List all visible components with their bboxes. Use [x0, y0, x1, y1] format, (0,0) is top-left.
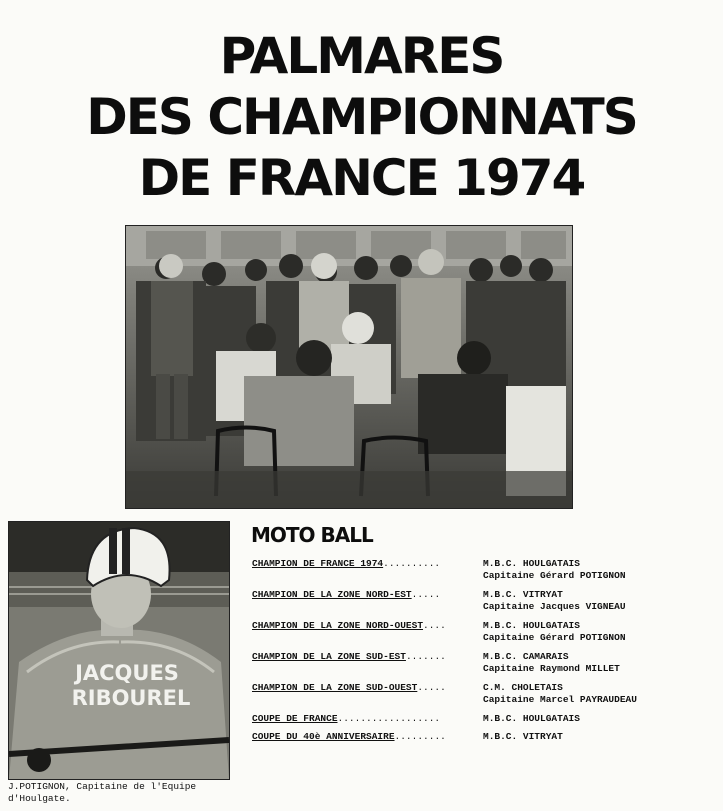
- result-captain: Capitaine Raymond MILLET: [483, 663, 620, 674]
- result-entry: [252, 651, 712, 682]
- caption-line-1: J.POTIGNON, Capitaine de l'Equipe: [8, 781, 197, 792]
- result-club: M.B.C. VITRYAT: [483, 589, 563, 600]
- result-captain: Capitaine Jacques VIGNEAU: [483, 601, 626, 612]
- portrait-photo: [8, 521, 230, 780]
- result-label: CHAMPION DE LA ZONE SUD-OUEST: [252, 682, 418, 693]
- title-line-2: DES CHAMPIONNATS: [86, 88, 637, 146]
- result-club: M.B.C. HOULGATAIS: [483, 713, 580, 724]
- jersey-text-line-1: JACQUES: [75, 661, 179, 685]
- result-entry: [252, 558, 712, 589]
- jersey-text-line-2: RIBOUREL: [71, 686, 191, 710]
- crowd-photo-image: [126, 226, 572, 508]
- title-line-1: PALMARES: [219, 27, 504, 85]
- result-label: CHAMPION DE LA ZONE SUD-EST: [252, 651, 406, 662]
- result-label: COUPE DU 40è ANNIVERSAIRE: [252, 731, 395, 742]
- photo-caption: [8, 781, 248, 805]
- result-club: M.B.C. CAMARAIS: [483, 651, 569, 662]
- result-leader-dots: .......: [405, 651, 446, 662]
- result-leader-dots: .........: [394, 731, 446, 742]
- result-leader-dots: .....: [411, 589, 441, 600]
- crowd-photo: [125, 225, 573, 509]
- result-captain: Capitaine Marcel PAYRAUDEAU: [483, 694, 637, 705]
- result-entry: [252, 713, 712, 731]
- page-title: [0, 26, 723, 209]
- result-club: M.B.C. HOULGATAIS: [483, 558, 580, 569]
- result-leader-dots: .....: [417, 682, 446, 693]
- result-entry: [252, 620, 712, 651]
- result-club: M.B.C. HOULGATAIS: [483, 620, 580, 631]
- results-list: [252, 558, 712, 749]
- result-captain: Capitaine Gérard POTIGNON: [483, 570, 626, 581]
- portrait-photo-image: [9, 522, 229, 779]
- result-entry: [252, 682, 712, 713]
- result-label: COUPE DE FRANCE: [252, 713, 338, 724]
- result-leader-dots: ....: [423, 620, 446, 631]
- result-leader-dots: ..................: [337, 713, 441, 724]
- result-label: CHAMPION DE LA ZONE NORD-OUEST: [252, 620, 424, 631]
- section-title: MOTO BALL: [251, 523, 373, 547]
- result-label: CHAMPION DE FRANCE 1974: [252, 558, 384, 569]
- result-club: M.B.C. VITRYAT: [483, 731, 563, 742]
- title-line-3: DE FRANCE 1974: [138, 149, 585, 207]
- caption-line-2: d'Houlgate.: [8, 793, 71, 804]
- result-club: C.M. CHOLETAIS: [483, 682, 563, 693]
- result-captain: Capitaine Gérard POTIGNON: [483, 632, 626, 643]
- result-leader-dots: ..........: [383, 558, 441, 569]
- result-label: CHAMPION DE LA ZONE NORD-EST: [252, 589, 412, 600]
- result-entry: [252, 731, 712, 749]
- result-entry: [252, 589, 712, 620]
